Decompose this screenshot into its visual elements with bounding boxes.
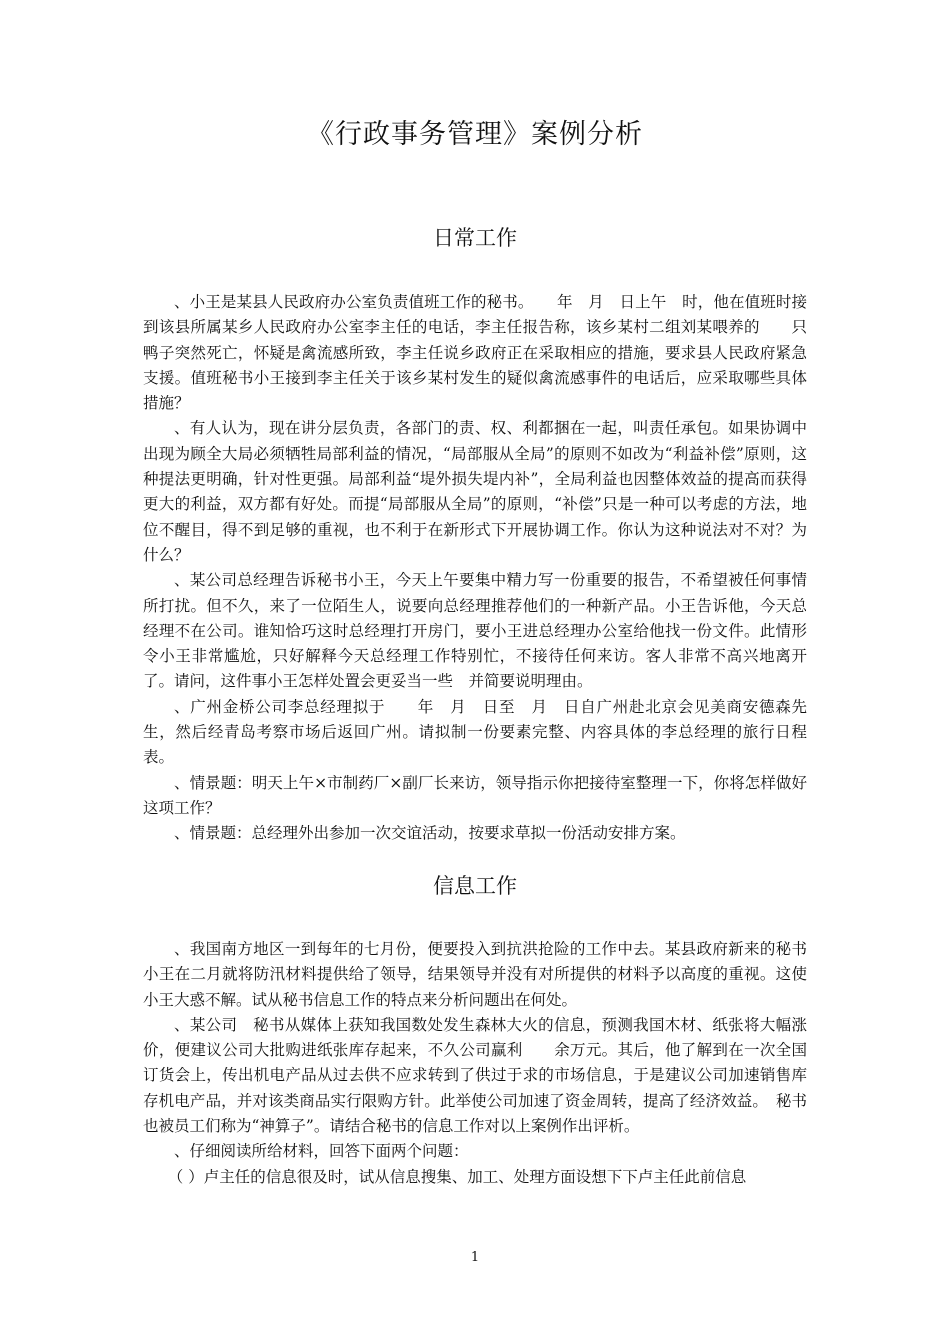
- case-paragraph-8: 、某公司 秘书从媒体上获知我国数处发生森林大火的信息，预测我国木材、纸张将大幅涨价，便建议公司大批购进纸张库存起来，不久公司赢利 余万元。其后，他了解到在一次全国订货会上，传出机电产品从过去供不应求转到了供过于求的市场信息，于是建议公司加速销售库存机电产品，并对该类商品实行限购方针。此举使公司加速了资金周转，提高了经济效益。 秘书也被员工们称为“神算子”。请结合秘书的信息工作对以上案例作出评析。: [143, 1015, 807, 1136]
- case-paragraph-4: 、广州金桥公司李总经理拟于 年 月 日至 月 日自广州赴北京会见美商安德森先生，然后经青岛考察市场后返回广州。请拟制一份要素完整、内容具体的李总经理的旅行日程表。: [143, 697, 807, 767]
- case-paragraph-9: 、仔细阅读所给材料，回答下面两个问题：: [174, 1142, 469, 1161]
- case-paragraph-10: （ ）卢主任的信息很及时，试从信息搜集、加工、处理方面设想下下卢主任此前信息: [167, 1167, 747, 1186]
- document-title: 《行政事务管理》案例分析: [307, 119, 643, 150]
- case-paragraph-1: 、小王是某县人民政府办公室负责值班工作的秘书。 年 月 日上午 时，他在值班时接到该县所属某乡人民政府办公室李主任的电话，李主任报告称，该乡某村二组刘某喂养的 只鸭子突然死亡，怀疑是禽流感所致，李主任说乡政府正在采取相应的措施，要求县人民政府紧急支援。值班秘书小王接到李主任关于该乡某村发生的疑似禽流感事件的电话后，应采取哪些具体措施？: [143, 293, 807, 413]
- case-paragraph-2: 、有人认为，现在讲分层负责，各部门的责、权、利都捆在一起，叫责任承包。如果协调中出现为顾全大局必须牺牲局部利益的情况，“局部服从全局”的原则不如改为“利益补偿”原则，这种提法更明确，针对性更强。局部利益“堤外损失堤内补”，全局利益也因整体效益的提高而获得更大的利益，双方都有好处。而提“局部服从全局”的原则，“补偿”只是一种可以考虑的方法，地位不醒目，得不到足够的重视，也不利于在新形式下开展协调工作。你认为这种说法对不对？为什么？: [143, 419, 807, 564]
- case-paragraph-3: 、某公司总经理告诉秘书小王，今天上午要集中精力写一份重要的报告，不希望被任何事情所打扰。但不久，来了一位陌生人，说要向总经理推荐他们的一种新产品。小王告诉他，今天总经理不在公司。谁知恰巧这时总经理打开房门，要小王进总经理办公室给他找一份文件。此情形令小王非常尴尬，只好解释今天总经理工作特别忙，不接待任何来访。客人非常不高兴地离开了。请问，这件事小王怎样处置会更妥当一些 并简要说明理由。: [143, 571, 807, 691]
- section-heading-info-work: 信息工作: [433, 874, 517, 898]
- section-heading-daily-work: 日常工作: [433, 226, 517, 250]
- case-paragraph-7: 、我国南方地区一到每年的七月份，便要投入到抗洪抢险的工作中去。某县政府新来的秘书小王在二月就将防汛材料提供给了领导，结果领导并没有对所提供的材料予以高度的重视。这使小王大惑不解。试从秘书信息工作的特点来分析问题出在何处。: [143, 940, 807, 1009]
- case-paragraph-5: 、情景题：明天上午×市制药厂×副厂长来访，领导指示你把接待室整理一下，你将怎样做好这项工作？: [143, 773, 807, 817]
- section-info-work-body: [143, 937, 807, 1190]
- page-number: 1: [470, 1250, 480, 1265]
- section-daily-work-body: [143, 290, 807, 847]
- case-paragraph-6: 、情景题：总经理外出参加一次交谊活动，按要求草拟一份活动安排方案。: [174, 824, 686, 843]
